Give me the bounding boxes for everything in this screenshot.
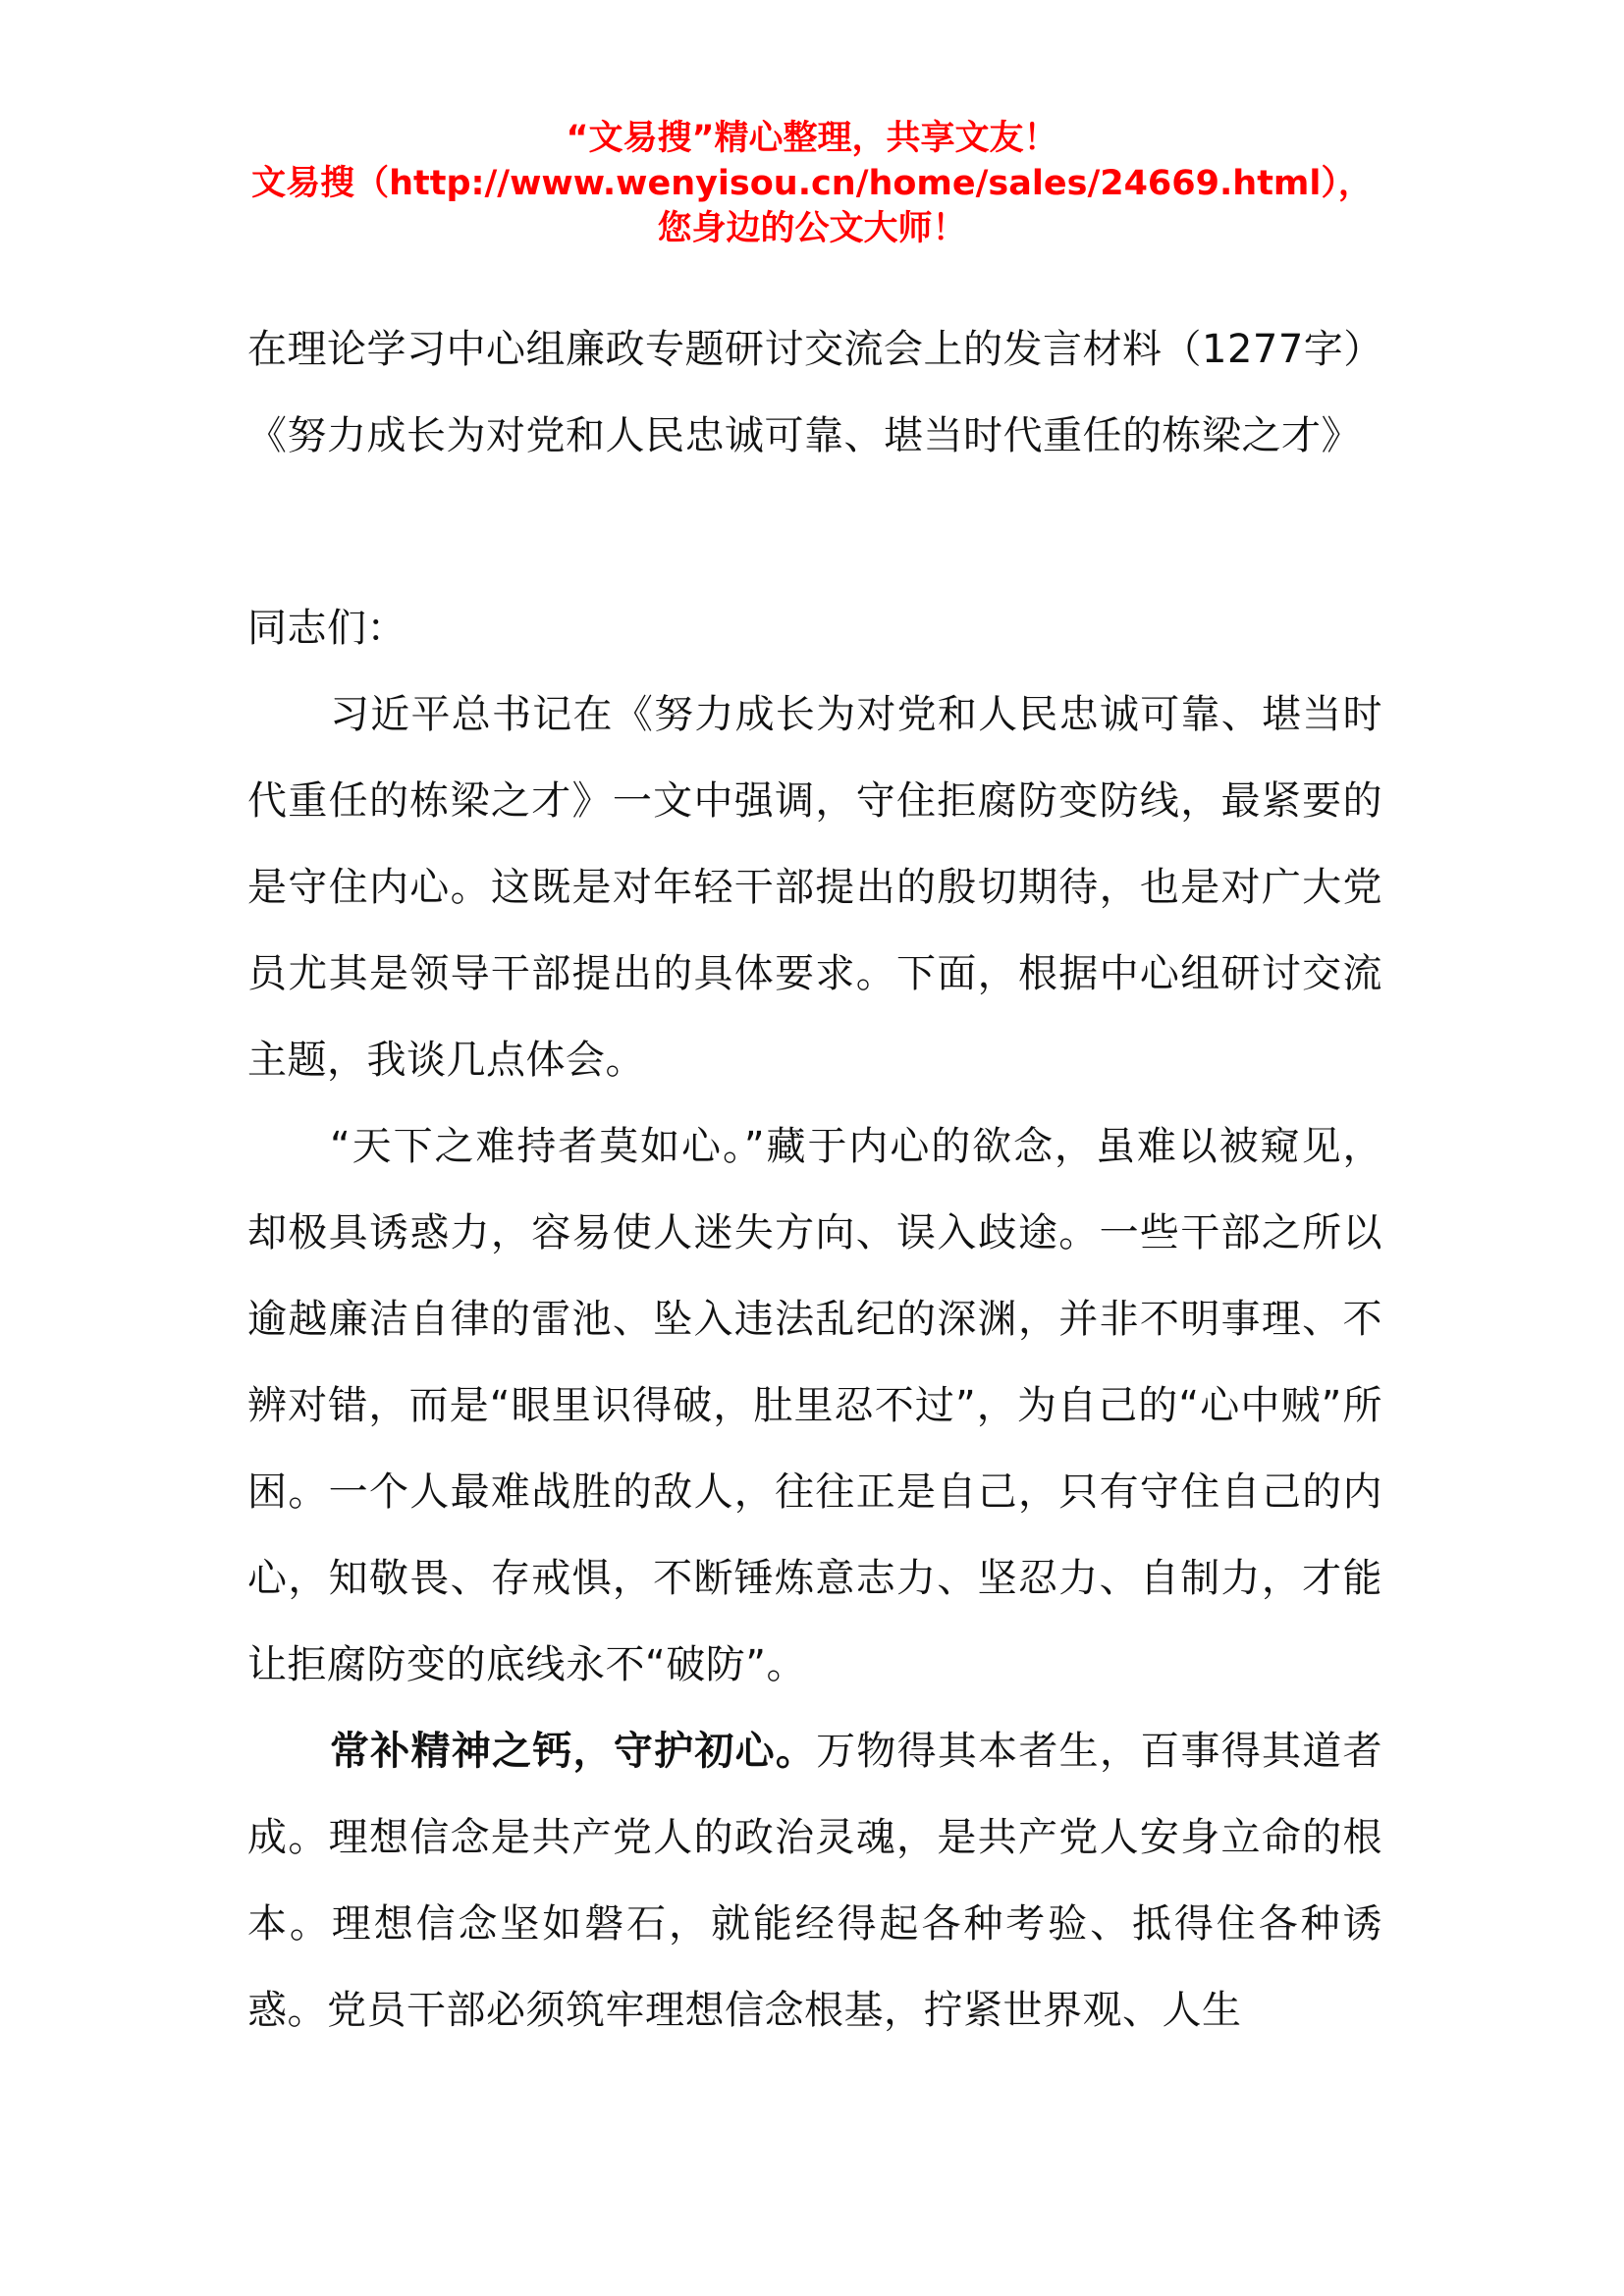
header-line-1: “文易搜”精心整理，共享文友！: [566, 119, 1058, 158]
paragraph-2: “天下之难持者莫如心。”藏于内心的欲念，虽难以被窥见，却极具诱惑力，容易使人迷失方向、误入歧途。一些干部之所以逾越廉洁自律的雷池、坠入违法乱纪的深渊，并非不明事理、不辨对错，而是“眼里识得破，肚里忍不过”，为自己的“心中贼”所困。一个人最难战胜的敌人，往往正是自己，只有守住自己的内心，知敬畏、存戒惧，不断锤炼意志力、坚忍力、自制力，才能让拒腐防变的底线永不“破防”。: [247, 1124, 1382, 1687]
document-body: [247, 306, 1382, 2054]
paragraph-3: [247, 1708, 1382, 2054]
paragraph-1: 习近平总书记在《努力成长为对党和人民忠诚可靠、堪当时代重任的栋梁之才》一文中强调，守住拒腐防变防线，最紧要的是守住内心。这既是对年轻干部提出的殷切期待，也是对广大党员尤其是领导干部提出的具体要求。下面，根据中心组研讨交流主题，我谈几点体会。: [247, 692, 1382, 1083]
paragraph-3-heading: 常补精神之钙，守护初心。: [330, 1729, 817, 1774]
watermark-header: [0, 116, 1624, 251]
document-title: 在理论学习中心组廉政专题研讨交流会上的发言材料（1277字）《努力成长为对党和人民忠诚可靠、堪当时代重任的栋梁之才》: [247, 327, 1364, 458]
paragraph-3-body: 万物得其本者生，百事得其道者成。理想信念是共产党人的政治灵魂，是共产党人安身立命的根本。理想信念坚如磐石，就能经得起各种考验、抵得住各种诱惑。党员干部必须筑牢理想信念根基，拧紧世界观、人生: [247, 1729, 1383, 2033]
header-line-3: 您身边的公文大师！: [657, 209, 967, 248]
header-line-2: 文易搜（http://www.wenyisou.cn/home/sales/24669.html），: [251, 164, 1373, 203]
salutation: 同志们：: [247, 606, 406, 651]
